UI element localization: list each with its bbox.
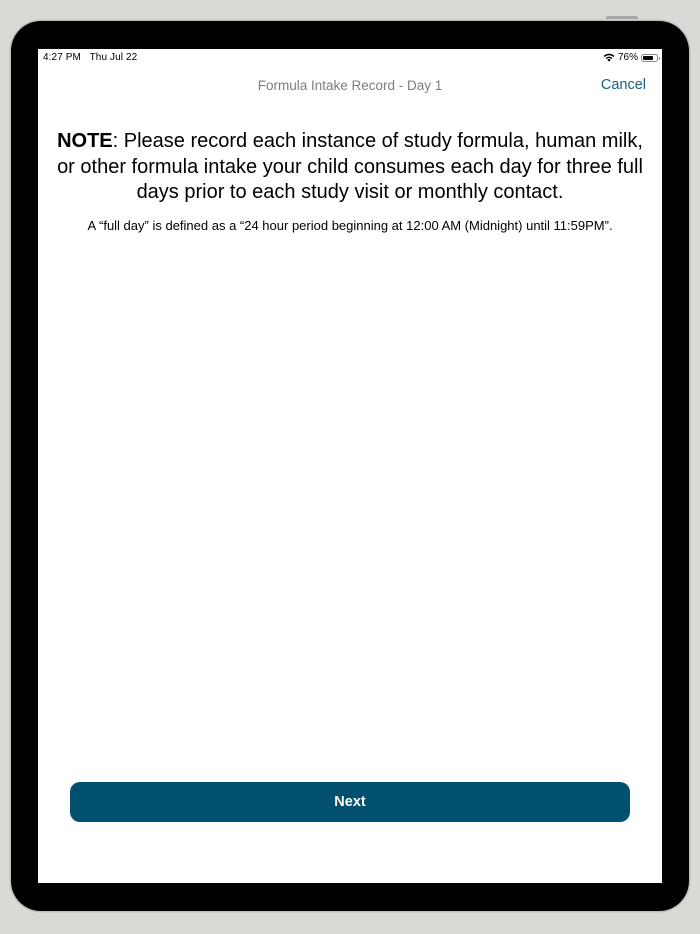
battery-percent: 76% bbox=[617, 52, 638, 63]
status-time: 4:27 PM bbox=[43, 52, 81, 63]
page-title: Formula Intake Record - Day 1 bbox=[257, 78, 443, 93]
device-top-button bbox=[606, 16, 638, 19]
navigation-bar bbox=[38, 67, 662, 107]
next-button[interactable]: Next bbox=[70, 782, 630, 822]
status-bar bbox=[38, 49, 662, 67]
battery-fill bbox=[643, 56, 653, 60]
instructions-content bbox=[38, 129, 662, 234]
status-date: Thu Jul 22 bbox=[89, 52, 138, 63]
status-time-date bbox=[43, 52, 137, 63]
wifi-icon bbox=[603, 53, 615, 62]
note-paragraph bbox=[50, 129, 650, 206]
battery-tip bbox=[659, 57, 661, 60]
note-label: NOTE bbox=[57, 130, 113, 152]
status-indicators bbox=[603, 52, 658, 63]
full-day-definition: A “full day” is defined as a “24 hour period beginning at 12:00 AM (Midnight) until 11:59PM”. bbox=[87, 217, 613, 233]
battery-icon bbox=[641, 54, 658, 62]
cancel-button[interactable]: Cancel bbox=[600, 77, 646, 93]
app-screen bbox=[38, 49, 662, 883]
note-text: : Please record each instance of study formula, human milk, or other formula intake your child consumes each day for three full days prior to each study visit or monthly contact. bbox=[57, 130, 643, 203]
